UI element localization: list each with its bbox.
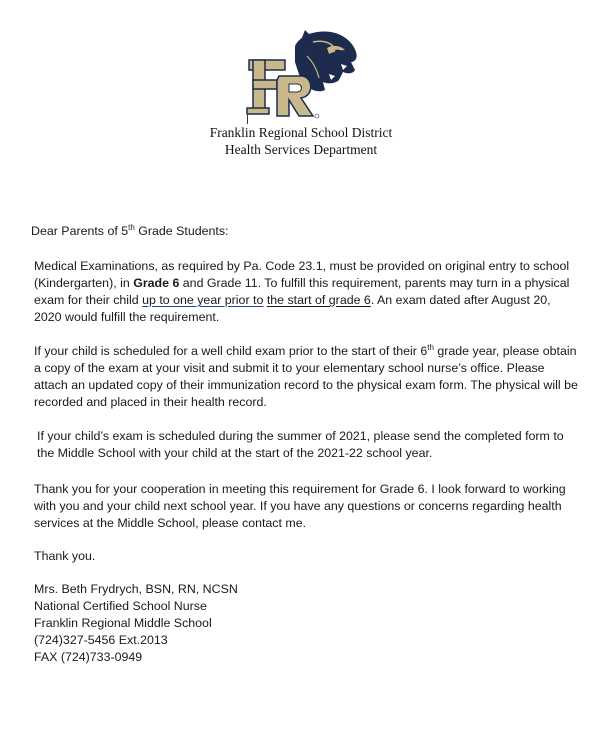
signature-block — [34, 581, 579, 666]
closing-thank-you: Thank you. — [34, 549, 96, 563]
district-header — [150, 124, 452, 158]
nurse-name: Mrs. Beth Frydrych, BSN, RN, NCSN — [34, 582, 238, 596]
logo-divider-tick — [247, 115, 248, 124]
department-name: Health Services Department — [224, 142, 378, 157]
salutation: Dear Parents of 5th Grade Students: — [31, 222, 229, 238]
nurse-title: National Certified School Nurse — [34, 599, 207, 613]
panther-fr-logo — [243, 28, 359, 128]
paragraph-thanks-cooperation: Thank you for your cooperation in meeting this requirement for Grade 6. I look forward to working with you and your child next school year. If you have any questions or concerns regarding health services at the Middle School, please contact me. — [34, 482, 566, 530]
grade-6-bold: Grade 6 — [133, 276, 180, 290]
underlined-phrase-2: the start of grade 6 — [266, 293, 371, 307]
paragraph-well-child: If your child is scheduled for a well child exam prior to the start of their 6th grade year, please obtain a copy of the exam at your visit and submit it to your elementary school nurse’s office. Please attach an updated copy of their immunization record to the physical exam form. The physical will be recorded and placed in their health record. — [34, 342, 578, 409]
school-name: Franklin Regional Middle School — [34, 616, 212, 630]
phone-number: (724)327-5456 Ext.2013 — [34, 633, 168, 647]
fax-number: FAX (724)733-0949 — [34, 650, 143, 664]
paragraph-requirements: Medical Examinations, as required by Pa. Code 23.1, must be provided on original entry to school (Kindergarten), in Grade 6 and Grade 11. To fulfill this requirement, parents may turn in a physical exam for their child up to one year prior to the start of grade 6. An exam dated after August 20, 2020 would fulfill the requirement. — [34, 259, 570, 324]
paragraph-summer: If your child’s exam is scheduled during the summer of 2021, please send the completed form to the Middle School with your child at the start of the 2021-22 school year. — [37, 429, 564, 460]
district-name: Franklin Regional School District — [209, 125, 393, 140]
underlined-phrase: up to one year prior to — [142, 293, 264, 307]
